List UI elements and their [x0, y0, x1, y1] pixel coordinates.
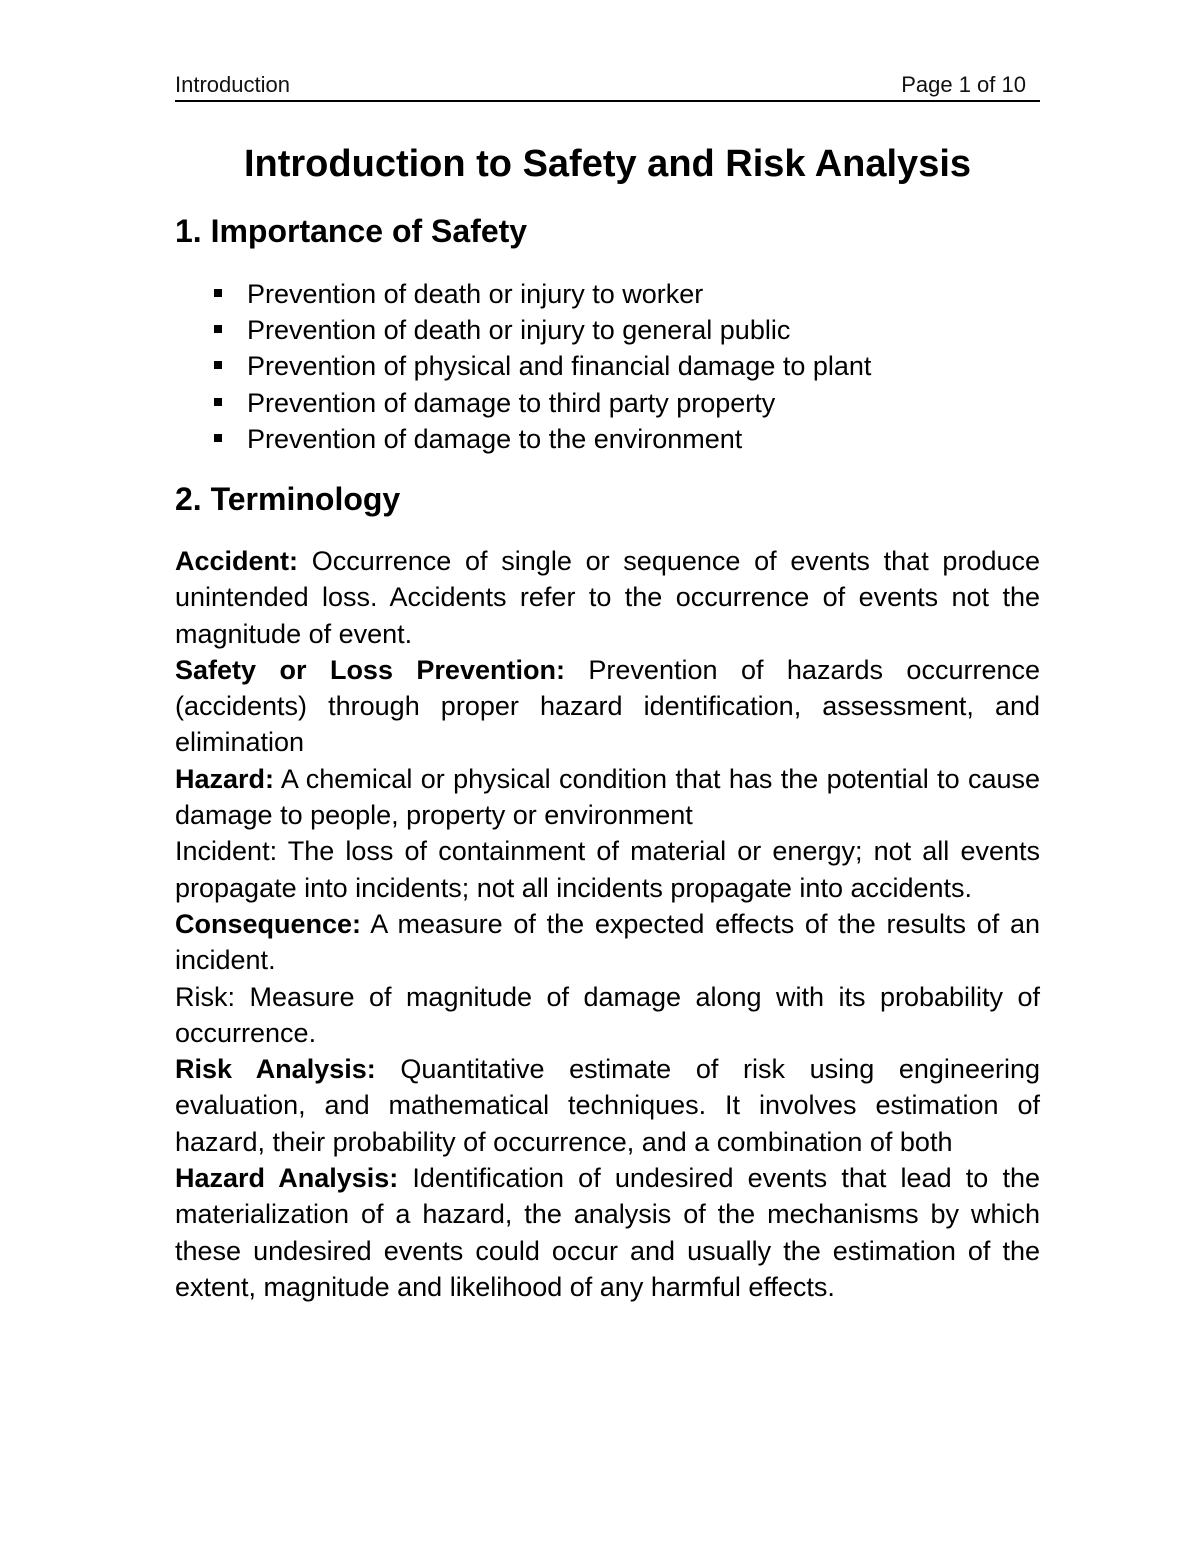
term-label: Accident: [175, 546, 299, 576]
bullet-text: Prevention of physical and financial damage to plant [247, 351, 872, 382]
bullet-text: Prevention of damage to the environment [247, 423, 743, 454]
square-bullet-icon [214, 325, 222, 333]
bullet-text: Prevention of death or injury to worker [247, 279, 704, 309]
section-heading-terminology: 2. Terminology [175, 481, 401, 517]
term-label: Consequence: [175, 908, 362, 939]
term-definition: Incident: The loss of containment of material or energy; not all events propagate into incidents; not all incidents propagate into accidents. [175, 836, 1040, 903]
document-page [175, 0, 1040, 1553]
bullet-text: Prevention of death or injury to general public [247, 315, 791, 346]
term-safety-or-loss-prevention [175, 652, 1040, 761]
term-accident [175, 543, 1040, 652]
header-page-number: Page 1 of 10 [901, 72, 1026, 97]
square-bullet-icon [214, 361, 222, 369]
square-bullet-icon [214, 289, 222, 297]
bullet-item [175, 385, 1040, 421]
term-definition: Occurrence of single or sequence of events that produce unintended loss. Accidents refer to the occurrence of events not the magnitude of event. [175, 546, 1040, 649]
term-definition: Identification of undesired events that lead to the materialization of a hazard, the analysis of the mechanisms by which these undesired events could occur and usually the estimation of the extent, magnitude and likelihood of any harmful effects. [175, 1163, 1040, 1302]
bullet-item [175, 348, 1040, 384]
term-label: Safety or Loss Prevention: [175, 654, 565, 685]
square-bullet-icon [214, 434, 222, 442]
page-header [175, 72, 1040, 102]
term-definition: A measure of the expected effects of the results of an incident. [175, 908, 1040, 976]
term-definition: Risk: Measure of magnitude of damage along with its probability of occurrence. [175, 981, 1040, 1048]
term-definition: Prevention of hazards occurrence (accidents) through proper hazard identification, assessment, and elimination [175, 654, 1040, 758]
bullet-item [175, 421, 1040, 457]
bullet-item [175, 312, 1040, 348]
term-consequence [175, 906, 1040, 979]
importance-bullet-list [175, 276, 1040, 457]
term-label: Hazard: [175, 763, 275, 794]
bullet-text: Prevention of damage to third party property [247, 387, 776, 418]
term-definition: Quantitative estimate of risk using engineering evaluation, and mathematical techniques. It involves estimation of hazard, their probability of occurrence, and a combination of both [175, 1054, 1040, 1157]
term-definition: A chemical or physical condition that has the potential to cause damage to people, property or environment [175, 763, 1040, 831]
section-heading-importance-of-safety: 1. Importance of Safety [175, 213, 528, 249]
term-hazard-analysis [175, 1160, 1040, 1305]
header-section-title: Introduction [175, 72, 290, 97]
term-risk-analysis [175, 1051, 1040, 1160]
document-title: Introduction to Safety and Risk Analysis [243, 143, 972, 185]
term-hazard [175, 761, 1040, 834]
term-incident [175, 833, 1040, 906]
term-label: Risk Analysis: [175, 1054, 376, 1085]
term-risk [175, 979, 1040, 1052]
bullet-item [175, 276, 1040, 312]
terminology-definitions [175, 543, 1040, 1305]
term-label: Hazard Analysis: [175, 1163, 399, 1194]
square-bullet-icon [214, 398, 222, 406]
